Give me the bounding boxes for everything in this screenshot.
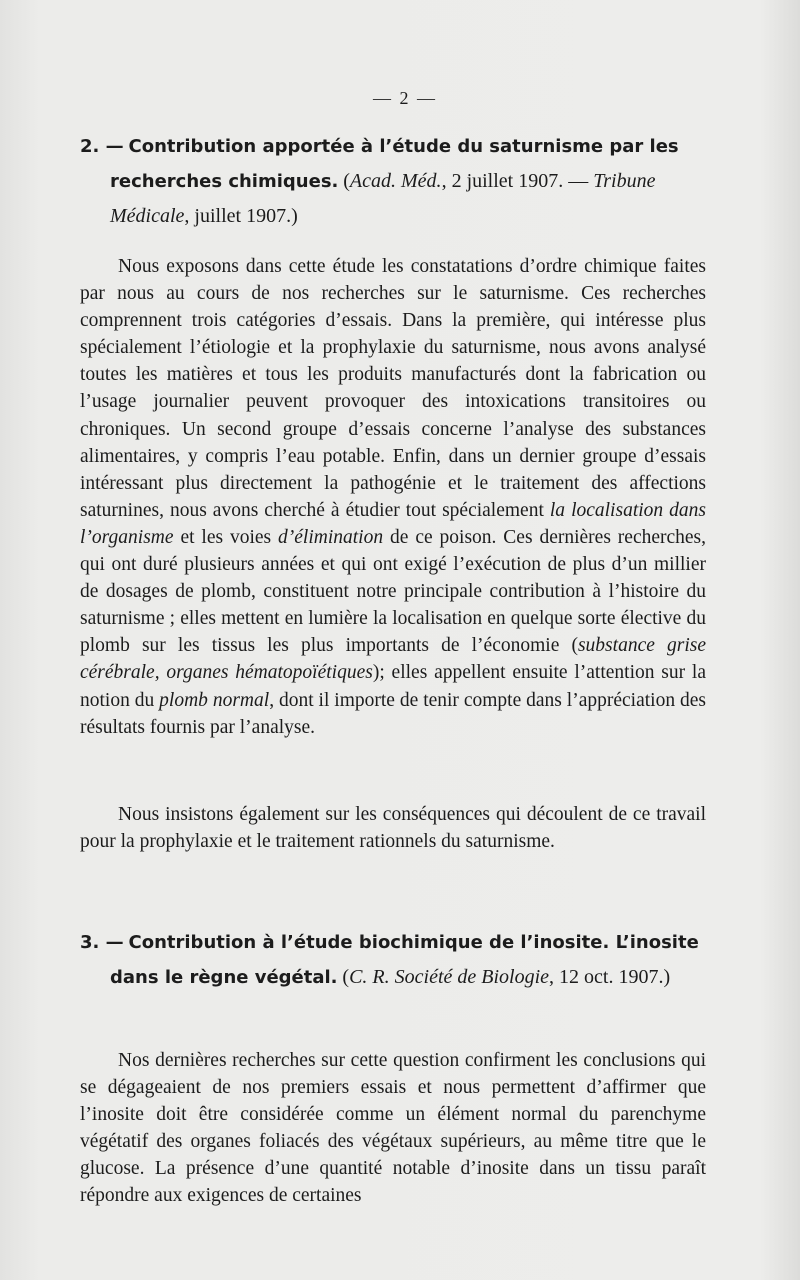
entry-2-citation: (Acad. Méd., 2 juillet 1907. — Tribune Médicale, juillet 1907.) <box>110 170 656 227</box>
entry-2-paragraph-1: Nous exposons dans cette étude les constatations d’ordre chimique faites par nous au cours de nos recherches sur le saturnisme. Ces recherches comprennent trois catégories d’essais. Dans la première, qui intéresse plus spécialement l’étiologie et la prophylaxie du saturnisme, nous avons analysé toutes les matières et tous les produits manufacturés dont la fabrication ou l’usage journalier peuvent provoquer des intoxications transitoires ou chroniques. Un second groupe d’essais concerne l’analyse des substances alimentaires, y compris l’eau potable. Enfin, dans un dernier groupe d’essais intéressant plus directement la pathogénie et le traitement des affections saturnines, nous avons cherché à étudier tout spécialement la localisation dans l’organisme et les voies d’élimination de ce poison. Ces dernières recherches, qui ont duré plusieurs années et qui ont exigé l’exécution de plus d’un millier de dosages de plomb, constituent notre principale contribution à l’histoire du saturnisme ; elles mettent en lumière la localisation en quelque sorte élective du plomb sur les tissus les plus importants de l’économie (substance grise cérébrale, organes hématopoïétiques); elles appellent ensuite l’attention sur la notion du plomb normal, dont il importe de tenir compte dans l’appréciation des résultats fournis par l’analyse. <box>80 256 707 738</box>
entry-3-journal: C. R. Société de Biologie <box>349 966 550 988</box>
entry-3-paragraph: Nos dernières recherches sur cette question confirment les conclusions qui se dégageaient de nos premiers essais et nous permettent d’affirmer que l’inosite doit être considérée comme un élément normal du parenchyme végétatif des organes foliacés des végétaux supérieurs, au même titre que le glucose. La présence d’une quantité notable d’inosite dans un tissu paraît répondre aux exigences de certaines <box>80 1050 706 1207</box>
entry-2-number: 2. — <box>80 136 124 157</box>
entry-3-heading <box>80 926 736 995</box>
entry-3-title: Contribution à l’étude biochimique de l’inosite. L’inosite dans le règne végétal. <box>110 932 699 988</box>
entry-3-citation: (C. R. Société de Biologie, 12 oct. 1907.) <box>342 966 671 988</box>
entry-2-paragraph-2: Nous insistons également sur les conséquences qui découlent de ce travail pour la prophylaxie et le traitement rationnels du saturnisme. <box>80 804 706 853</box>
entry-2-title: Contribution apportée à l’étude du saturnisme par les recherches chimiques. <box>110 136 679 192</box>
entry-2-journal-2: Tribune Médicale <box>110 170 656 227</box>
entry-2-heading <box>80 130 736 234</box>
entry-2-journal-1: Acad. Méd. <box>349 170 442 192</box>
entry-3-number: 3. — <box>80 932 124 953</box>
page-number: — 2 — <box>373 88 437 108</box>
